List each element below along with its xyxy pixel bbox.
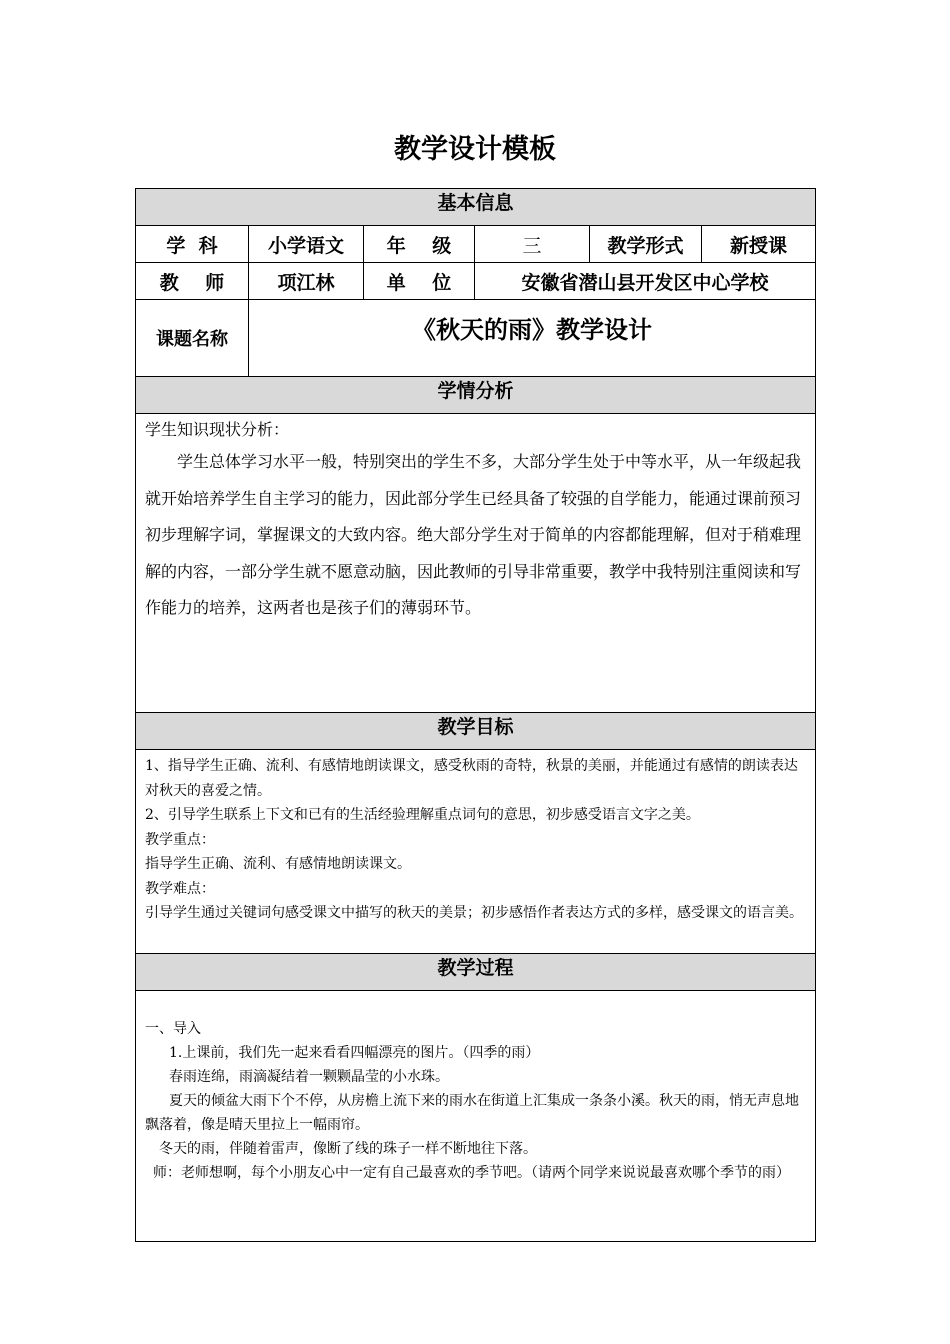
form-value: 新授课 <box>702 226 816 263</box>
process-line: 冬天的雨，伴随着雷声，像断了线的珠子一样不断地往下落。 <box>159 1141 537 1157</box>
teacher-label: 教 师 <box>136 263 249 300</box>
process-line: 春雨连绵，雨滴凝结着一颗颗晶莹的小水珠。 <box>169 1069 449 1085</box>
section-header-goals: 教学目标 <box>136 713 816 750</box>
document-title: 教学设计模板 <box>394 134 556 165</box>
goal-item: 1、指导学生正确、流利、有感情地朗读课文，感受秋雨的奇特，秋景的美丽，并能通过有感情的朗读表达对秋天的喜爱之情。 <box>145 758 798 799</box>
unit-value: 安徽省潜山县开发区中心学校 <box>475 263 816 300</box>
lesson-plan-table <box>135 188 816 1242</box>
grade-value: 三 <box>475 226 590 263</box>
analysis-paragraph: 学生总体学习水平一般，特别突出的学生不多，大部分学生处于中等水平，从一年级起我就开始培养学生自主学习的能力，因此部分学生已经具备了较强的自学能力，能通过课前预习初步理解字词，掌握课文的大致内容。绝大部分学生对于简单的内容都能理解，但对于稍难理解的内容，一部分学生就不愿意动脑，因此教师的引导非常重要，教学中我特别注重阅读和写作能力的培养，这两者也是孩子们的薄弱环节。 <box>145 452 802 617</box>
grade-label: 年 级 <box>364 226 475 263</box>
key-point-label: 教学重点： <box>145 831 215 848</box>
analysis-content <box>136 414 816 713</box>
section-header-analysis: 学情分析 <box>136 377 816 414</box>
unit-label: 单 位 <box>364 263 475 300</box>
subject-value: 小学语文 <box>249 226 364 263</box>
difficulty-label: 教学难点： <box>145 880 215 897</box>
process-line: 夏天的倾盆大雨下个不停，从房檐上流下来的雨水在街道上汇集成一条条小溪。秋天的雨，悄无声息地飘落着，像是晴天里拉上一幅雨帘。 <box>145 1093 799 1133</box>
process-step-heading: 一、导入 <box>145 1021 201 1037</box>
section-header-basic-info: 基本信息 <box>136 189 816 226</box>
process-content <box>136 991 816 1242</box>
subject-label: 学 科 <box>136 226 249 263</box>
goals-content <box>136 750 816 954</box>
analysis-intro: 学生知识现状分析： <box>145 420 290 439</box>
difficulty-text: 引导学生通过关键词句感受课文中描写的秋天的美景；初步感悟作者表达方式的多样，感受课文的语言美。 <box>145 905 803 921</box>
form-label: 教学形式 <box>590 226 702 263</box>
process-line: 师：老师想啊，每个小朋友心中一定有自己最喜欢的季节吧。（请两个同学来说说最喜欢哪个季节的雨） <box>153 1165 790 1181</box>
goal-item: 2、引导学生联系上下文和已有的生活经验理解重点词句的意思，初步感受语言文字之美。 <box>145 807 700 823</box>
course-title: 《秋天的雨》教学设计 <box>249 300 816 377</box>
process-line: 1.上课前，我们先一起来看看四幅漂亮的图片。（四季的雨） <box>169 1045 540 1061</box>
course-label: 课题名称 <box>136 300 249 377</box>
key-point-text: 指导学生正确、流利、有感情地朗读课文。 <box>145 856 411 872</box>
teacher-value: 项江林 <box>249 263 364 300</box>
section-header-process: 教学过程 <box>136 954 816 991</box>
